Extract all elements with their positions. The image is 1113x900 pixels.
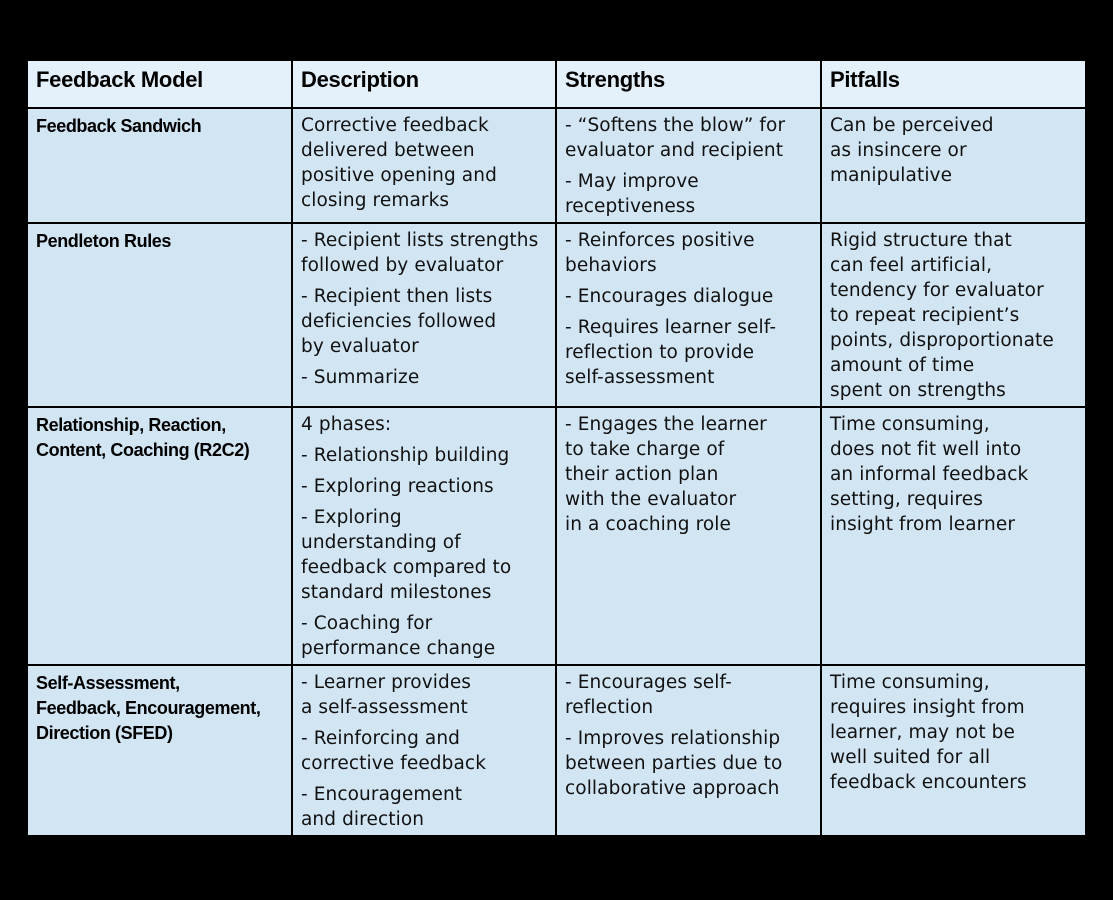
header-strengths: Strengths <box>556 60 821 108</box>
feedback-models-table-container <box>26 59 1085 837</box>
pitfalls-cell <box>821 108 1086 223</box>
feedback-models-table <box>26 59 1087 837</box>
table-row <box>27 665 1086 836</box>
strength-item: - Encourages self- reflection <box>565 672 732 718</box>
model-cell <box>27 223 292 407</box>
strengths-cell <box>556 665 821 836</box>
pitfall-text: Can be perceived as insincere or manipulative <box>830 115 994 186</box>
strength-item: - “Softens the blow” for evaluator and recipient <box>565 115 786 161</box>
description-item: - Learner provides a self-assessment <box>301 672 472 718</box>
strengths-cell <box>556 108 821 223</box>
description-item: - Reinforcing and corrective feedback <box>301 728 487 774</box>
strength-item: - Reinforces positive behaviors <box>565 230 755 276</box>
pitfalls-cell <box>821 665 1086 836</box>
description-item: 4 phases: <box>301 414 392 435</box>
description-cell <box>292 108 556 223</box>
table-row <box>27 108 1086 223</box>
strength-item: - Encourages dialogue <box>565 286 774 307</box>
description-item: - Coaching for performance change <box>301 613 496 659</box>
description-cell <box>292 407 556 665</box>
model-name: Relationship, Reaction, Content, Coaching (R2C2) <box>36 415 250 460</box>
model-cell <box>27 108 292 223</box>
description-item: - Recipient lists strengths followed by evaluator <box>301 230 539 276</box>
model-cell <box>27 407 292 665</box>
description-cell <box>292 665 556 836</box>
description-item: - Exploring reactions <box>301 476 494 497</box>
description-cell <box>292 223 556 407</box>
pitfall-text: Rigid structure that can feel artificial, tendency for evaluator to repeat recipient’s points, disproportionate amount of time spent on strengths <box>830 230 1054 401</box>
pitfalls-cell <box>821 407 1086 665</box>
strength-item: - Requires learner self- reflection to provide self-assessment <box>565 317 777 388</box>
description-item: - Recipient then lists deficiencies followed by evaluator <box>301 286 497 357</box>
description-item: - Exploring understanding of feedback compared to standard milestones <box>301 507 512 603</box>
strength-item: - Improves relationship between parties due to collaborative approach <box>565 728 783 799</box>
model-name: Self-Assessment, Feedback, Encouragement, Direction (SFED) <box>36 673 261 743</box>
table-row <box>27 407 1086 665</box>
strengths-cell <box>556 407 821 665</box>
description-item: - Summarize <box>301 367 420 388</box>
header-description: Description <box>292 60 556 108</box>
pitfall-text: Time consuming, does not fit well into an informal feedback setting, requires insight from learner <box>830 414 1029 535</box>
pitfalls-cell <box>821 223 1086 407</box>
model-name: Feedback Sandwich <box>36 116 202 136</box>
model-cell <box>27 665 292 836</box>
description-item: - Encouragement and direction <box>301 784 463 830</box>
pitfall-text: Time consuming, requires insight from learner, may not be well suited for all feedback encounters <box>830 672 1027 793</box>
model-name: Pendleton Rules <box>36 231 172 251</box>
strength-item: - Engages the learner to take charge of their action plan with the evaluator in a coaching role <box>565 414 767 535</box>
description-item: - Relationship building <box>301 445 510 466</box>
header-pitfalls: Pitfalls <box>821 60 1086 108</box>
strengths-cell <box>556 223 821 407</box>
header-feedback-model: Feedback Model <box>27 60 292 108</box>
description-text: Corrective feedback delivered between positive opening and closing remarks <box>301 115 497 211</box>
strength-item: - May improve receptiveness <box>565 171 699 217</box>
table-row <box>27 223 1086 407</box>
header-row <box>27 60 1086 108</box>
